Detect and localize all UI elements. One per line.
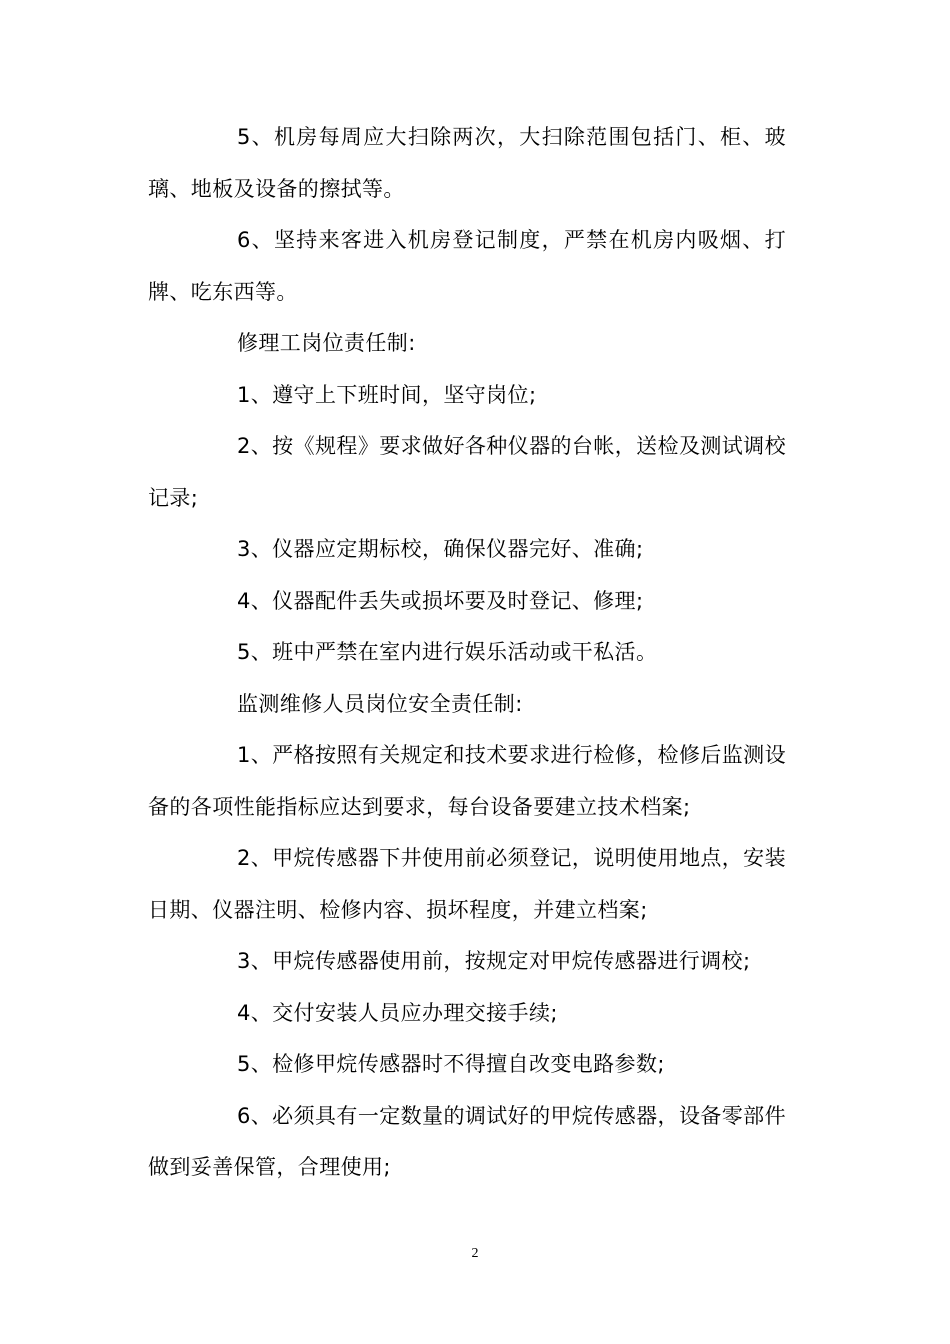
paragraph: 2、按《规程》要求做好各种仪器的台帐，送检及测试调校记录; [148, 434, 786, 510]
paragraph: 4、交付安装人员应办理交接手续; [237, 1000, 558, 1025]
paragraph: 6、坚持来客进入机房登记制度，严禁在机房内吸烟、打牌、吃东西等。 [148, 228, 786, 304]
paragraph: 1、遵守上下班时间，坚守岗位; [237, 382, 537, 407]
paragraph: 3、甲烷传感器使用前，按规定对甲烷传感器进行调校; [237, 949, 751, 973]
paragraph: 5、班中严禁在室内进行娱乐活动或干私活。 [237, 640, 658, 664]
section-heading: 监测维修人员岗位安全责任制: [237, 691, 523, 716]
section-heading: 修理工岗位责任制: [237, 331, 416, 355]
paragraph: 2、甲烷传感器下井使用前必须登记，说明使用地点，安装日期、仪器注明、检修内容、损坏程度，并建立档案; [148, 846, 786, 922]
paragraph: 5、机房每周应大扫除两次，大扫除范围包括门、柜、玻璃、地板及设备的擦拭等。 [148, 125, 786, 201]
document-body [148, 112, 786, 1194]
paragraph: 5、检修甲烷传感器时不得擅自改变电路参数; [237, 1052, 665, 1076]
paragraph: 4、仪器配件丢失或损坏要及时登记、修理; [237, 588, 644, 613]
paragraph: 3、仪器应定期标校，确保仪器完好、准确; [237, 537, 644, 561]
page-number: 2 [471, 1246, 479, 1261]
paragraph: 1、严格按照有关规定和技术要求进行检修，检修后监测设备的各项性能指标应达到要求，每台设备要建立技术档案; [148, 743, 786, 819]
paragraph: 6、必须具有一定数量的调试好的甲烷传感器，设备零部件做到妥善保管，合理使用; [148, 1103, 786, 1179]
